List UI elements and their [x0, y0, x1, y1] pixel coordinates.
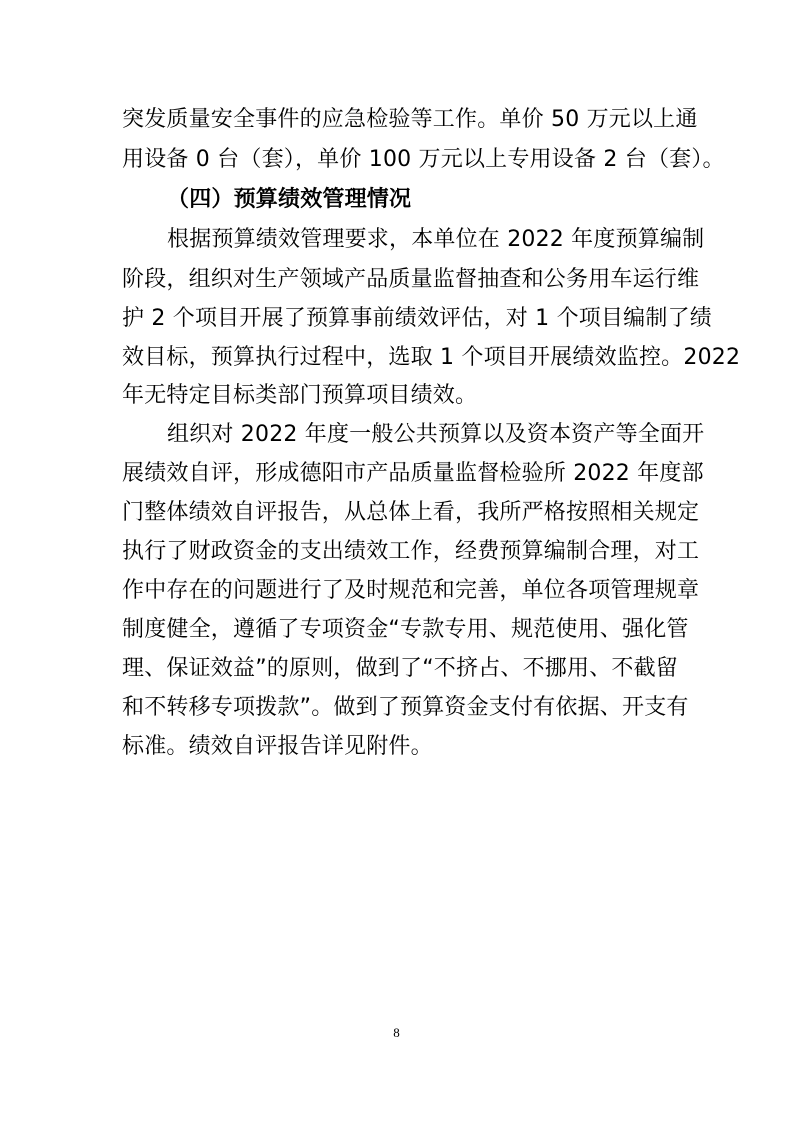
paragraph-line: 护 2 个项目开展了预算事前绩效评估，对 1 个项目编制了绩: [122, 306, 712, 331]
paragraph-line: 执行了财政资金的支出绩效工作，经费预算编制合理，对工: [122, 539, 700, 564]
paragraph-line: 组织对 2022 年度一般公共预算以及资本资产等全面开: [167, 422, 705, 447]
paragraph-line: 展绩效自评，形成德阳市产品质量监督检验所 2022 年度部: [122, 461, 704, 486]
paragraph-line: 用设备 0 台（套），单价 100 万元以上专用设备 2 台（套）。: [122, 147, 725, 172]
paragraph-line: 突发质量安全事件的应急检验等工作。单价 50 万元以上通: [122, 107, 698, 132]
paragraph-line: 年无特定目标类部门预算项目绩效。: [122, 383, 478, 408]
paragraph-line: 阶段，组织对生产领域产品质量监督抽查和公务用车运行维: [122, 267, 700, 292]
paragraph-line: 和不转移专项拨款”。做到了预算资金支付有依据、开支有: [122, 695, 689, 720]
paragraph-line: 作中存在的问题进行了及时规范和完善，单位各项管理规章: [122, 578, 700, 603]
paragraph-line: 制度健全，遵循了专项资金“专款专用、规范使用、强化管: [122, 617, 689, 642]
paragraph-line: 标准。绩效自评报告详见附件。: [122, 734, 433, 759]
paragraph-line: 根据预算绩效管理要求，本单位在 2022 年度预算编制: [167, 227, 705, 252]
section-heading: （四）预算绩效管理情况: [167, 187, 412, 212]
paragraph-line: 理、保证效益”的原则，做到了“不挤占、不挪用、不截留: [122, 656, 678, 681]
page-number: 8: [393, 1025, 400, 1040]
paragraph-line: 效目标，预算执行过程中，选取 1 个项目开展绩效监控。2022: [122, 345, 741, 370]
paragraph-line: 门整体绩效自评报告，从总体上看，我所严格按照相关规定: [122, 500, 700, 525]
